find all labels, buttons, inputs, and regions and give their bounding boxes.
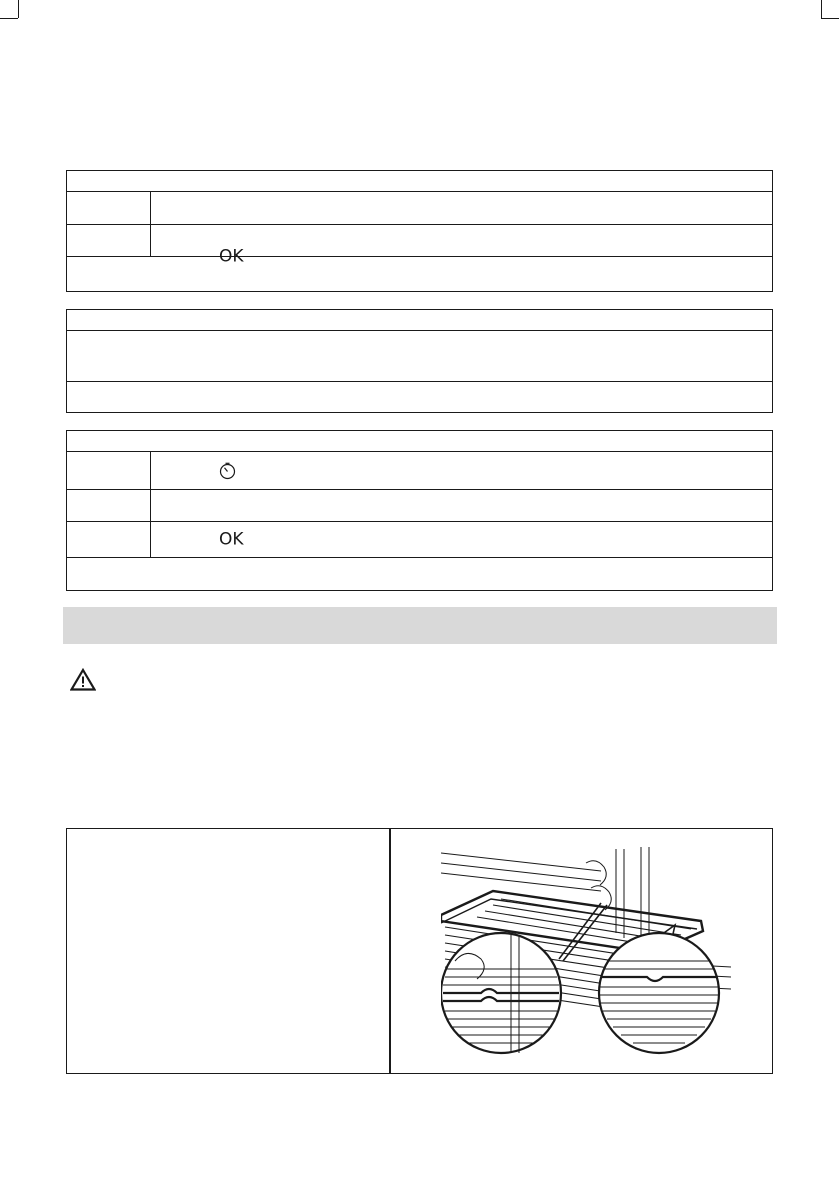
step-description bbox=[151, 522, 772, 557]
table-row bbox=[67, 451, 772, 489]
procedure-table-1 bbox=[66, 170, 773, 292]
table-header-row bbox=[67, 310, 772, 330]
info-table bbox=[66, 309, 773, 413]
timer-icon bbox=[219, 462, 236, 479]
warning-icon bbox=[70, 668, 96, 691]
step-description bbox=[151, 490, 772, 521]
crop-mark-right-horizontal bbox=[821, 18, 839, 19]
step-cell bbox=[67, 225, 151, 256]
figure-divider bbox=[389, 829, 391, 1073]
step-description bbox=[151, 225, 772, 256]
table-row bbox=[67, 381, 772, 382]
table-header-row bbox=[67, 431, 772, 451]
procedure-table-2 bbox=[66, 430, 773, 591]
crop-mark-left-horizontal bbox=[0, 18, 18, 19]
step-cell bbox=[67, 522, 151, 557]
crop-mark-right-vertical bbox=[821, 0, 822, 18]
ok-button-symbol: OK bbox=[219, 246, 244, 267]
table-row bbox=[67, 521, 772, 557]
figure-table bbox=[66, 828, 773, 1074]
step-description bbox=[151, 192, 772, 224]
step-cell bbox=[67, 490, 151, 521]
table-footer-row bbox=[67, 557, 772, 558]
step-cell bbox=[67, 192, 151, 224]
table-row bbox=[67, 489, 772, 521]
section-heading-band bbox=[63, 607, 777, 644]
step-description bbox=[151, 452, 772, 489]
oven-shelf-illustration bbox=[441, 843, 731, 1058]
table-row bbox=[67, 246, 772, 267]
table-row bbox=[67, 191, 772, 224]
ok-button-symbol: OK bbox=[219, 529, 244, 549]
table-row bbox=[67, 330, 772, 381]
crop-mark-left-vertical bbox=[18, 0, 19, 18]
step-cell bbox=[67, 452, 151, 489]
table-header-row bbox=[67, 171, 772, 191]
table-row bbox=[67, 224, 772, 256]
